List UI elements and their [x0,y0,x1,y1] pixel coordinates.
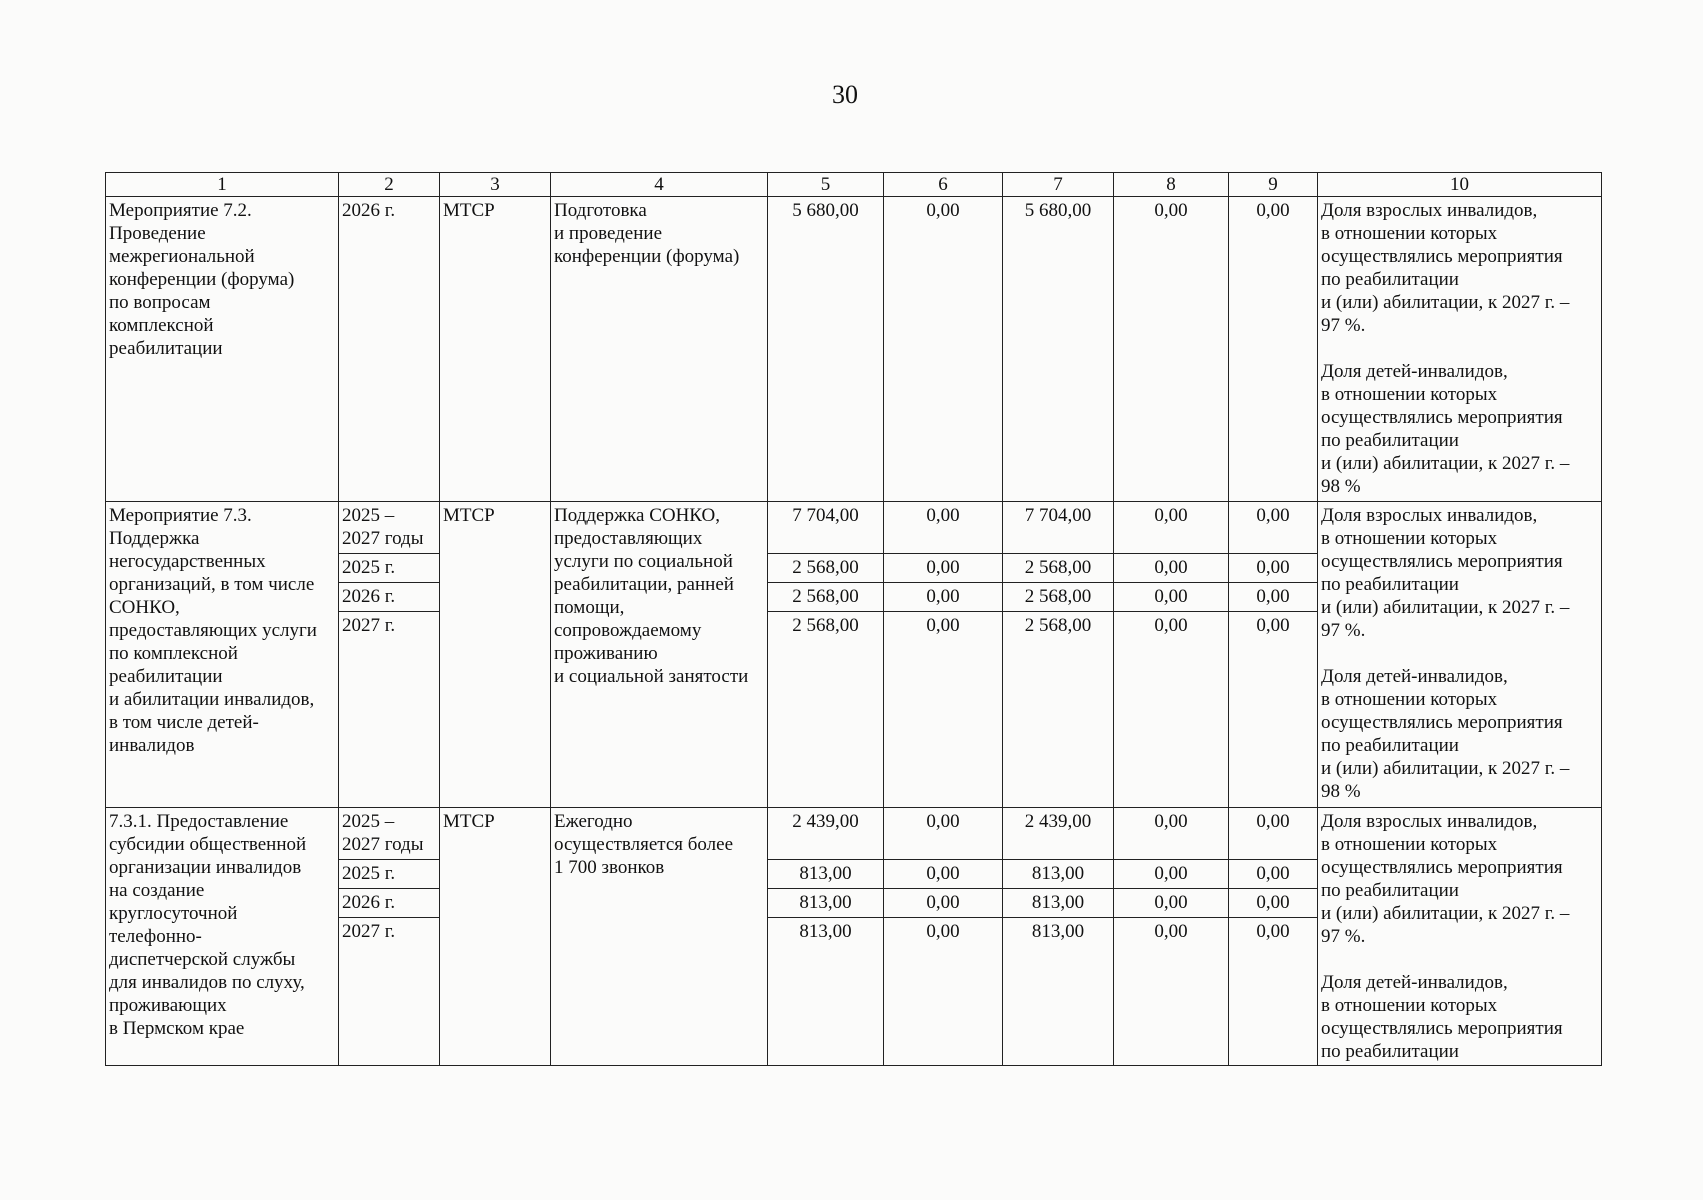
period-cell: 2027 г. [339,918,440,1066]
executor-cell: МТСР [440,808,551,1066]
value-cell: 0,00 [884,918,1003,1066]
executor-cell: МТСР [440,197,551,502]
value-cell: 2 568,00 [768,583,884,612]
value-cell: 7 704,00 [768,502,884,554]
column-number: 6 [884,173,1003,197]
value-cell: 2 568,00 [1003,612,1114,808]
value-cell: 0,00 [884,612,1003,808]
table-row [106,808,1602,860]
column-number: 2 [339,173,440,197]
value-cell: 2 568,00 [1003,583,1114,612]
value-cell: 0,00 [1114,808,1229,860]
value-cell: 0,00 [1114,197,1229,502]
value-cell: 0,00 [884,860,1003,889]
indicator-cell: Доля взрослых инвалидов, в отношении которых осуществлялись мероприятия по реабилитации и (или) абилитации, к 2027 г. – 97 %. Доля детей-инвалидов, в отношении которых осуществлялись мероприятия по реабилитации и (или) абилитации, к 2027 г. – 98 % [1318,502,1602,808]
measure-name: Мероприятие 7.3. Поддержка негосударственных организаций, в том числе СОНКО, предоставляющих услуги по комплексной реабилитации и абилитации инвалидов, в том числе детей- инвалидов [106,502,339,808]
value-cell: 5 680,00 [1003,197,1114,502]
column-number: 9 [1229,173,1318,197]
value-cell: 0,00 [1229,808,1318,860]
page-number: 30 [832,80,858,109]
indicator-cell: Доля взрослых инвалидов, в отношении которых осуществлялись мероприятия по реабилитации и (или) абилитации, к 2027 г. – 97 %. Доля детей-инвалидов, в отношении которых осуществлялись мероприятия по реабилитации [1318,808,1602,1066]
column-number: 8 [1114,173,1229,197]
value-cell: 2 568,00 [768,554,884,583]
value-cell: 0,00 [1229,612,1318,808]
value-cell: 0,00 [1229,860,1318,889]
result-cell: Подготовка и проведение конференции (форума) [551,197,768,502]
column-number: 3 [440,173,551,197]
value-cell: 0,00 [884,889,1003,918]
value-cell: 0,00 [884,808,1003,860]
value-cell: 813,00 [1003,860,1114,889]
value-cell: 7 704,00 [1003,502,1114,554]
value-cell: 0,00 [1114,860,1229,889]
value-cell: 0,00 [1114,889,1229,918]
value-cell: 0,00 [1229,918,1318,1066]
period-cell: 2025 г. [339,860,440,889]
value-cell: 0,00 [1114,554,1229,583]
measure-name: Мероприятие 7.2. Проведение межрегиональной конференции (форума) по вопросам комплексной реабилитации [106,197,339,502]
value-cell: 0,00 [1114,612,1229,808]
measure-name: 7.3.1. Предоставление субсидии общественной организации инвалидов на создание круглосуточной телефонно- диспетчерской службы для инвалидов по слуху, проживающих в Пермском крае [106,808,339,1066]
value-cell: 0,00 [1229,889,1318,918]
value-cell: 0,00 [1229,554,1318,583]
column-number: 10 [1318,173,1602,197]
value-cell: 2 568,00 [1003,554,1114,583]
value-cell: 813,00 [768,889,884,918]
value-cell: 0,00 [1229,197,1318,502]
period-cell: 2027 г. [339,612,440,808]
period-cell: 2026 г. [339,197,440,502]
value-cell: 813,00 [1003,918,1114,1066]
value-cell: 0,00 [1114,583,1229,612]
column-number: 4 [551,173,768,197]
period-cell: 2026 г. [339,889,440,918]
column-number: 7 [1003,173,1114,197]
value-cell: 0,00 [884,554,1003,583]
value-cell: 5 680,00 [768,197,884,502]
table-row [106,197,1602,502]
value-cell: 0,00 [1114,918,1229,1066]
indicator-cell: Доля взрослых инвалидов, в отношении которых осуществлялись мероприятия по реабилитации и (или) абилитации, к 2027 г. – 97 %. Доля детей-инвалидов, в отношении которых осуществлялись мероприятия по реабилитации и (или) абилитации, к 2027 г. – 98 % [1318,197,1602,502]
period-cell: 2025 г. [339,554,440,583]
table-row [106,502,1602,554]
header-row [106,173,1602,197]
value-cell: 0,00 [1229,583,1318,612]
value-cell: 0,00 [884,583,1003,612]
value-cell: 0,00 [1229,502,1318,554]
value-cell: 2 439,00 [768,808,884,860]
value-cell: 2 439,00 [1003,808,1114,860]
executor-cell: МТСР [440,502,551,808]
value-cell: 813,00 [1003,889,1114,918]
result-cell: Поддержка СОНКО, предоставляющих услуги по социальной реабилитации, ранней помощи, сопровождаемому проживанию и социальной занятости [551,502,768,808]
column-number: 1 [106,173,339,197]
period-cell: 2025 – 2027 годы [339,808,440,860]
value-cell: 813,00 [768,918,884,1066]
value-cell: 2 568,00 [768,612,884,808]
value-cell: 0,00 [884,197,1003,502]
period-cell: 2025 – 2027 годы [339,502,440,554]
value-cell: 813,00 [768,860,884,889]
value-cell: 0,00 [884,502,1003,554]
value-cell: 0,00 [1114,502,1229,554]
period-cell: 2026 г. [339,583,440,612]
result-cell: Ежегодно осуществляется более 1 700 звонков [551,808,768,1066]
program-table [105,172,1602,1066]
column-number: 5 [768,173,884,197]
